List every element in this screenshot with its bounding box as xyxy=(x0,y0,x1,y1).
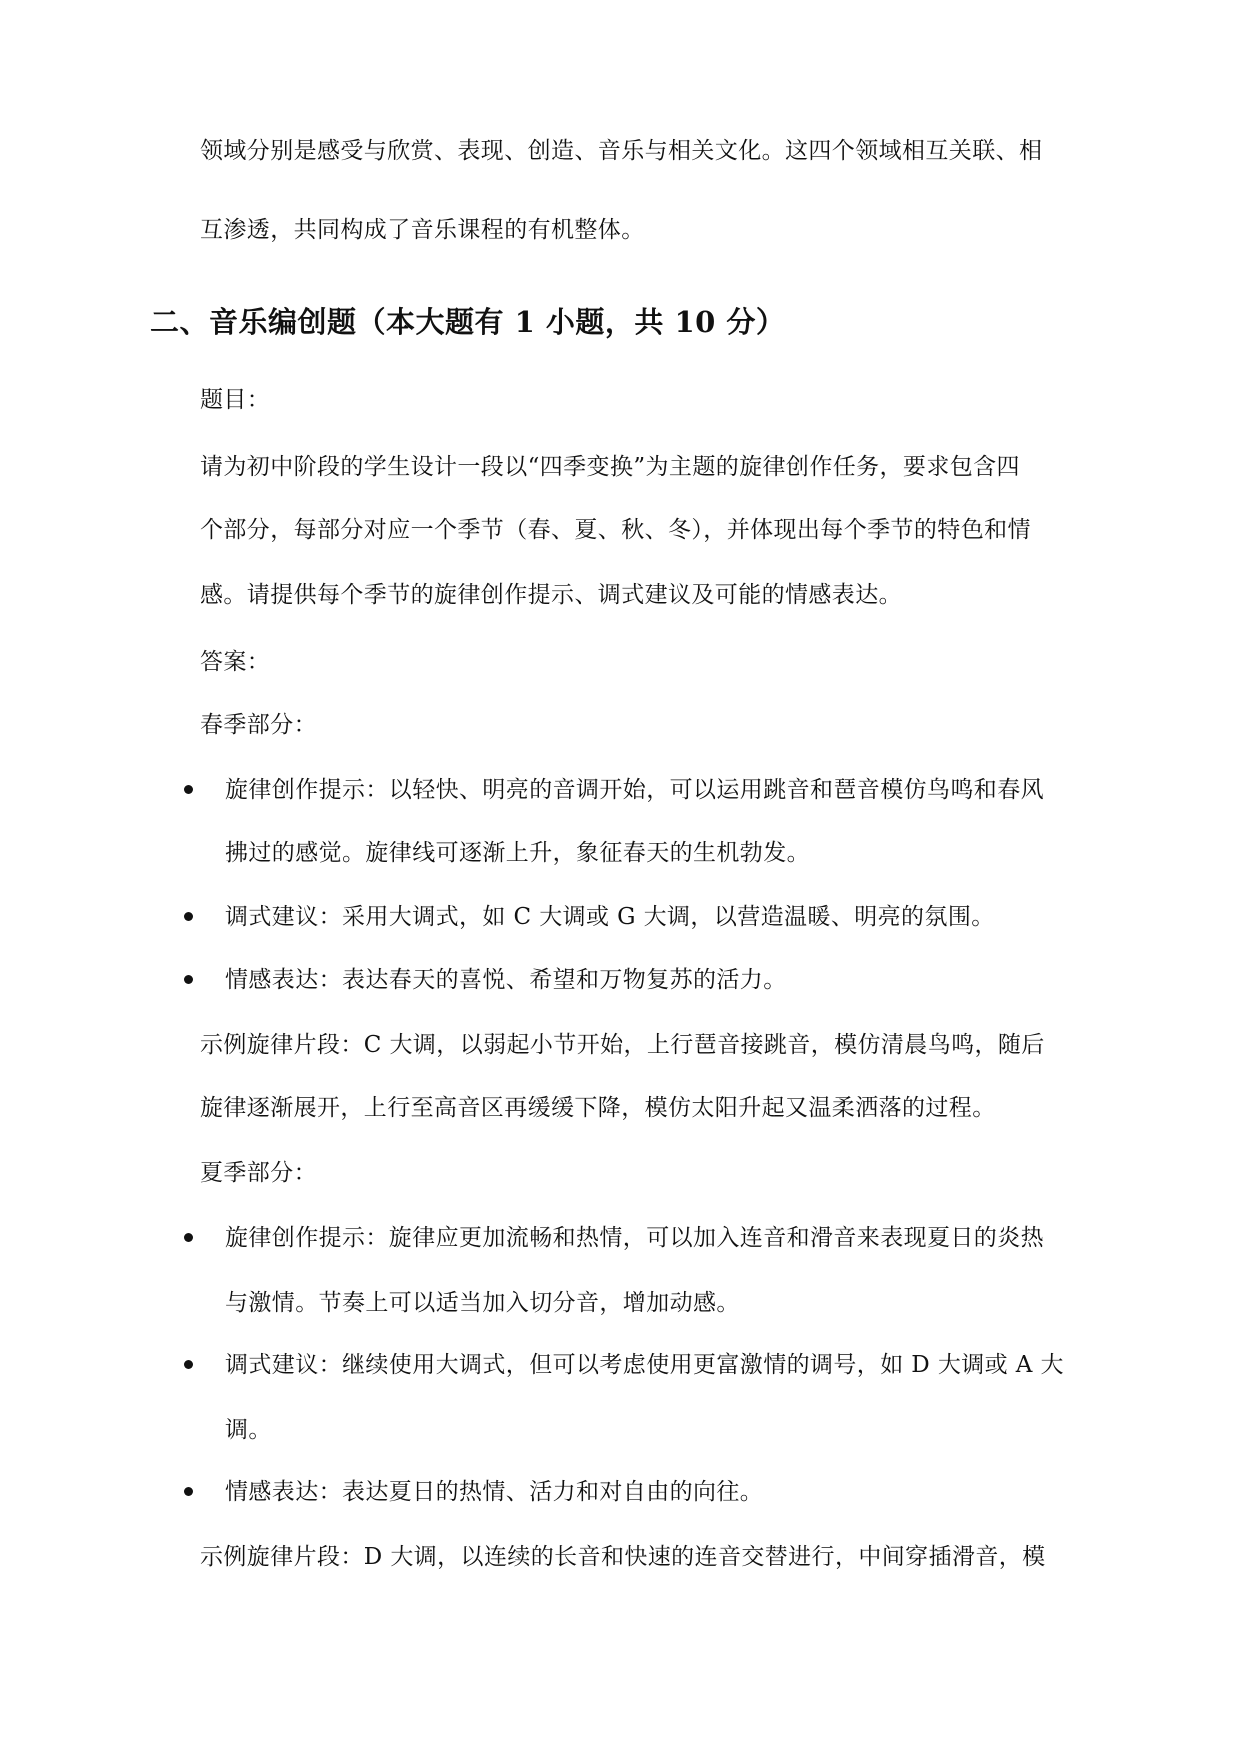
bullet-dot xyxy=(184,912,193,921)
summer-bullet-3: 情感表达：表达夏日的热情、活力和对自由的向往。 xyxy=(225,1479,764,1505)
question-line-2: 个部分，每部分对应一个季节（春、夏、秋、冬），并体现出每个季节的特色和情 xyxy=(200,517,1031,543)
summer-bullet-2-line-2: 调。 xyxy=(225,1417,272,1443)
bullet-dot xyxy=(184,1487,193,1496)
summer-bullet-2-line-1: 调式建议：继续使用大调式，但可以考虑使用更富激情的调号，如 D 大调或 A 大 xyxy=(225,1352,1064,1378)
bullet-dot xyxy=(184,1233,193,1242)
answer-label: 答案： xyxy=(200,649,271,675)
question-line-1: 请为初中阶段的学生设计一段以“四季变换”为主题的旋律创作任务，要求包含四 xyxy=(200,454,1020,480)
spring-bullet-1-line-1: 旋律创作提示：以轻快、明亮的音调开始，可以运用跳音和琶音模仿鸟鸣和春风 xyxy=(225,777,1044,803)
section-heading: 二、音乐编创题（本大题有 1 小题，共 10 分） xyxy=(150,305,786,339)
bullet-dot xyxy=(184,975,193,984)
spring-example-line-2: 旋律逐渐展开，上行至高音区再缓缓下降，模仿太阳升起又温柔洒落的过程。 xyxy=(200,1095,996,1121)
summer-title: 夏季部分： xyxy=(200,1160,317,1186)
bullet-dot xyxy=(184,1360,193,1369)
question-line-3: 感。请提供每个季节的旋律创作提示、调式建议及可能的情感表达。 xyxy=(200,582,902,608)
spring-bullet-3: 情感表达：表达春天的喜悦、希望和万物复苏的活力。 xyxy=(225,967,787,993)
summer-bullet-1-line-1: 旋律创作提示：旋律应更加流畅和热情，可以加入连音和滑音来表现夏日的炎热 xyxy=(225,1225,1044,1251)
spring-bullet-1-line-2: 拂过的感觉。旋律线可逐渐上升，象征春天的生机勃发。 xyxy=(225,840,810,866)
intro-line-2: 互渗透，共同构成了音乐课程的有机整体。 xyxy=(200,217,645,243)
intro-line-1: 领域分别是感受与欣赏、表现、创造、音乐与相关文化。这四个领域相互关联、相 xyxy=(200,138,1043,164)
spring-bullet-2: 调式建议：采用大调式，如 C 大调或 G 大调，以营造温暖、明亮的氛围。 xyxy=(225,904,995,930)
spring-example-line-1: 示例旋律片段：C 大调，以弱起小节开始，上行琶音接跳音，模仿清晨鸟鸣，随后 xyxy=(200,1032,1045,1058)
summer-bullet-1-line-2: 与激情。节奏上可以适当加入切分音，增加动感。 xyxy=(225,1290,740,1316)
bullet-dot xyxy=(184,785,193,794)
spring-title: 春季部分： xyxy=(200,712,317,738)
question-label: 题目： xyxy=(200,387,271,413)
summer-example-line-1: 示例旋律片段：D 大调，以连续的长音和快速的连音交替进行，中间穿插滑音，模 xyxy=(200,1544,1046,1570)
